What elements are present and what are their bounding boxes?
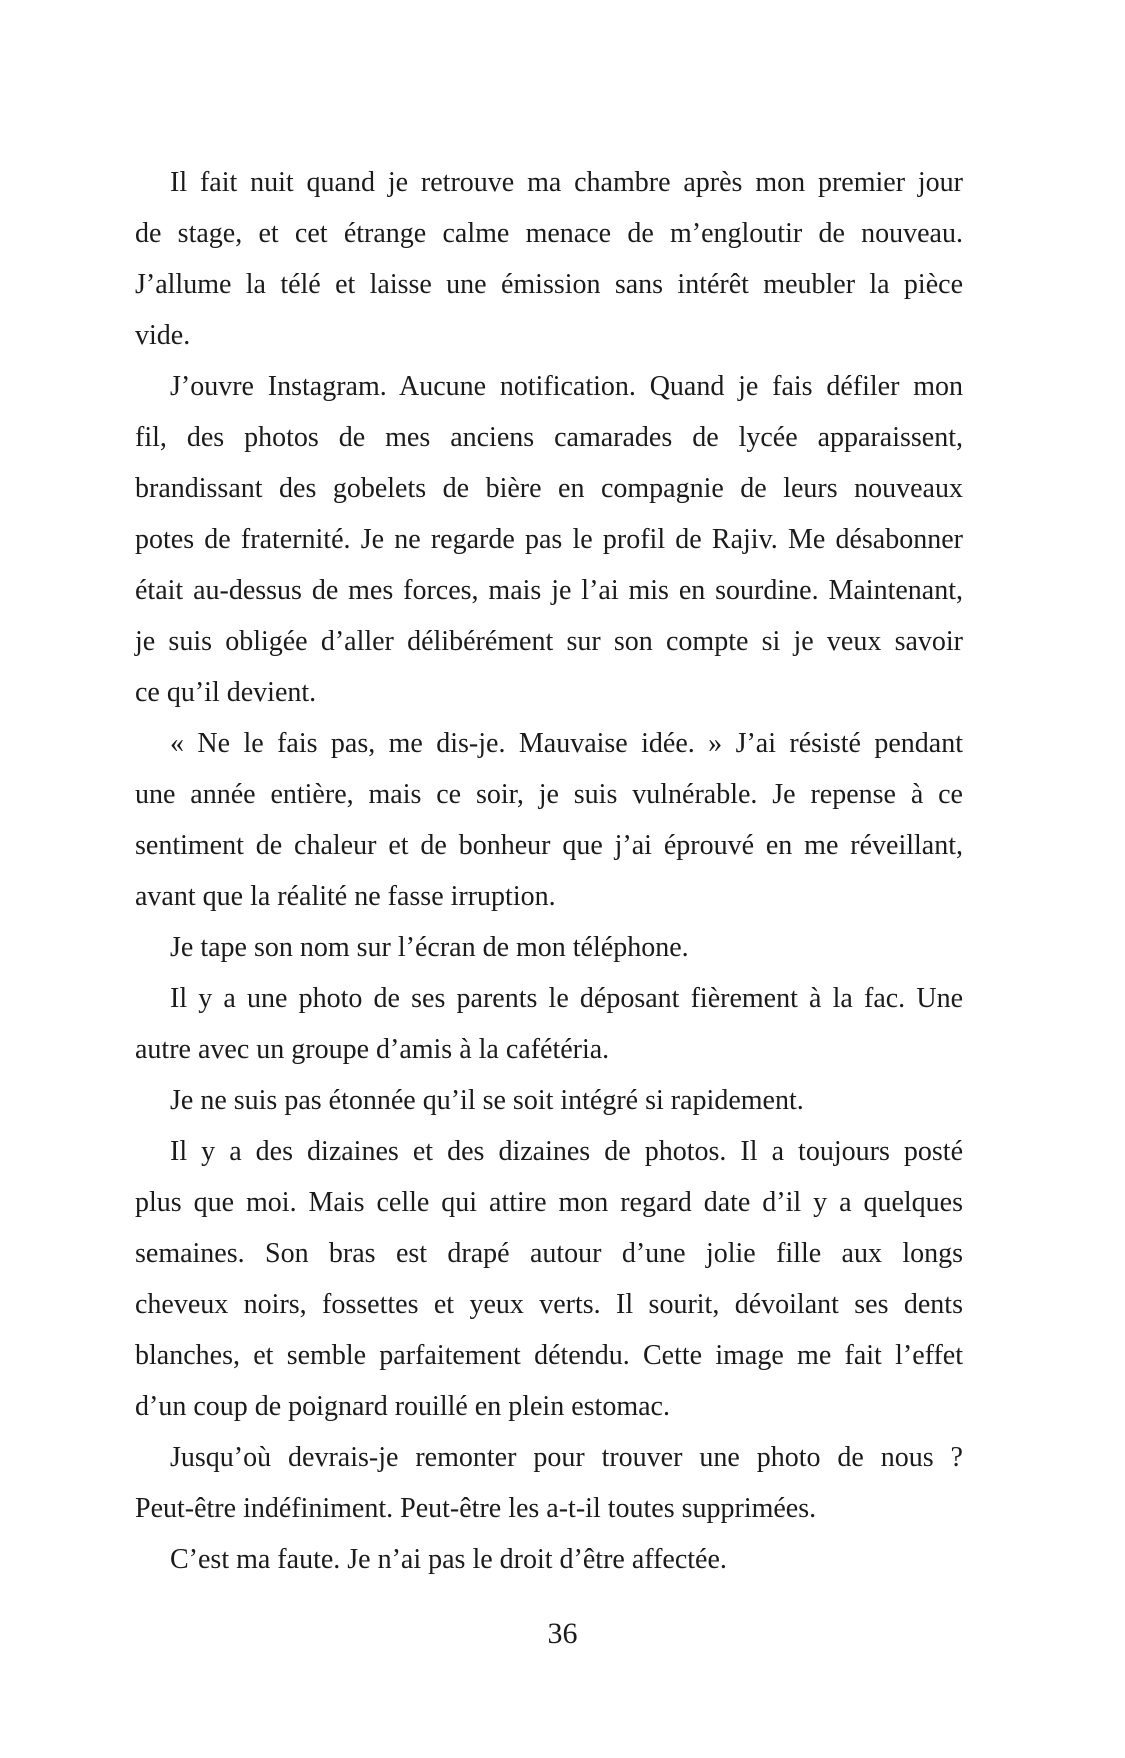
text-line: Il fait nuit quand je retrouve ma chambre après mon premier jour <box>170 167 963 198</box>
text-line: sentiment de chaleur et de bonheur que j’ai éprouvé en me réveillant, <box>135 830 963 861</box>
text-line: J’ouvre Instagram. Aucune notification. Quand je fais défiler mon <box>170 371 963 402</box>
text-line: potes de fraternité. Je ne regarde pas le profil de Rajiv. Me désabonner <box>135 524 963 555</box>
text-line: vide. <box>135 320 191 351</box>
text-line: plus que moi. Mais celle qui attire mon regard date d’il y a quelques <box>135 1187 963 1218</box>
text-line: Je tape son nom sur l’écran de mon téléphone. <box>170 932 689 963</box>
text-line: je suis obligée d’aller délibérément sur son compte si je veux savoir <box>135 626 963 657</box>
text-line: C’est ma faute. Je n’ai pas le droit d’être affectée. <box>170 1544 727 1575</box>
paragraph <box>135 922 963 973</box>
text-line: fil, des photos de mes anciens camarades de lycée apparaissent, <box>135 422 963 453</box>
paragraph <box>135 1126 963 1432</box>
paragraph <box>135 973 963 1075</box>
text-block <box>135 157 963 1585</box>
paragraph <box>135 1432 963 1534</box>
paragraph <box>135 157 963 361</box>
text-line: une année entière, mais ce soir, je suis vulnérable. Je repense à ce <box>135 779 963 810</box>
paragraph <box>135 361 963 718</box>
text-line: était au-dessus de mes forces, mais je l’ai mis en sourdine. Maintenant, <box>135 575 963 606</box>
text-line: brandissant des gobelets de bière en compagnie de leurs nouveaux <box>135 473 963 504</box>
text-line: avant que la réalité ne fasse irruption. <box>135 881 556 912</box>
text-line: Je ne suis pas étonnée qu’il se soit intégré si rapidement. <box>170 1085 804 1116</box>
text-line: Il y a des dizaines et des dizaines de photos. Il a toujours posté <box>170 1136 963 1167</box>
text-line: semaines. Son bras est drapé autour d’une jolie fille aux longs <box>135 1238 963 1269</box>
text-line: « Ne le fais pas, me dis-je. Mauvaise idée. » J’ai résisté pendant <box>170 728 963 759</box>
text-line: cheveux noirs, fossettes et yeux verts. Il sourit, dévoilant ses dents <box>135 1289 963 1320</box>
text-line: Peut-être indéfiniment. Peut-être les a-t-il toutes supprimées. <box>135 1493 817 1524</box>
page-number: 36 <box>547 1617 578 1650</box>
text-line: Jusqu’où devrais-je remonter pour trouver une photo de nous ? <box>170 1442 963 1473</box>
text-line: ce qu’il devient. <box>135 677 317 708</box>
text-line: J’allume la télé et laisse une émission sans intérêt meubler la pièce <box>135 269 963 300</box>
text-line: Il y a une photo de ses parents le déposant fièrement à la fac. Une <box>170 983 963 1014</box>
paragraph <box>135 718 963 922</box>
text-line: d’un coup de poignard rouillé en plein estomac. <box>135 1391 670 1422</box>
text-line: de stage, et cet étrange calme menace de m’engloutir de nouveau. <box>135 218 963 249</box>
text-line: blanches, et semble parfaitement détendu. Cette image me fait l’effet <box>135 1340 963 1371</box>
text-line: autre avec un groupe d’amis à la cafétéria. <box>135 1034 610 1065</box>
paragraph <box>135 1534 963 1585</box>
paragraph <box>135 1075 963 1126</box>
